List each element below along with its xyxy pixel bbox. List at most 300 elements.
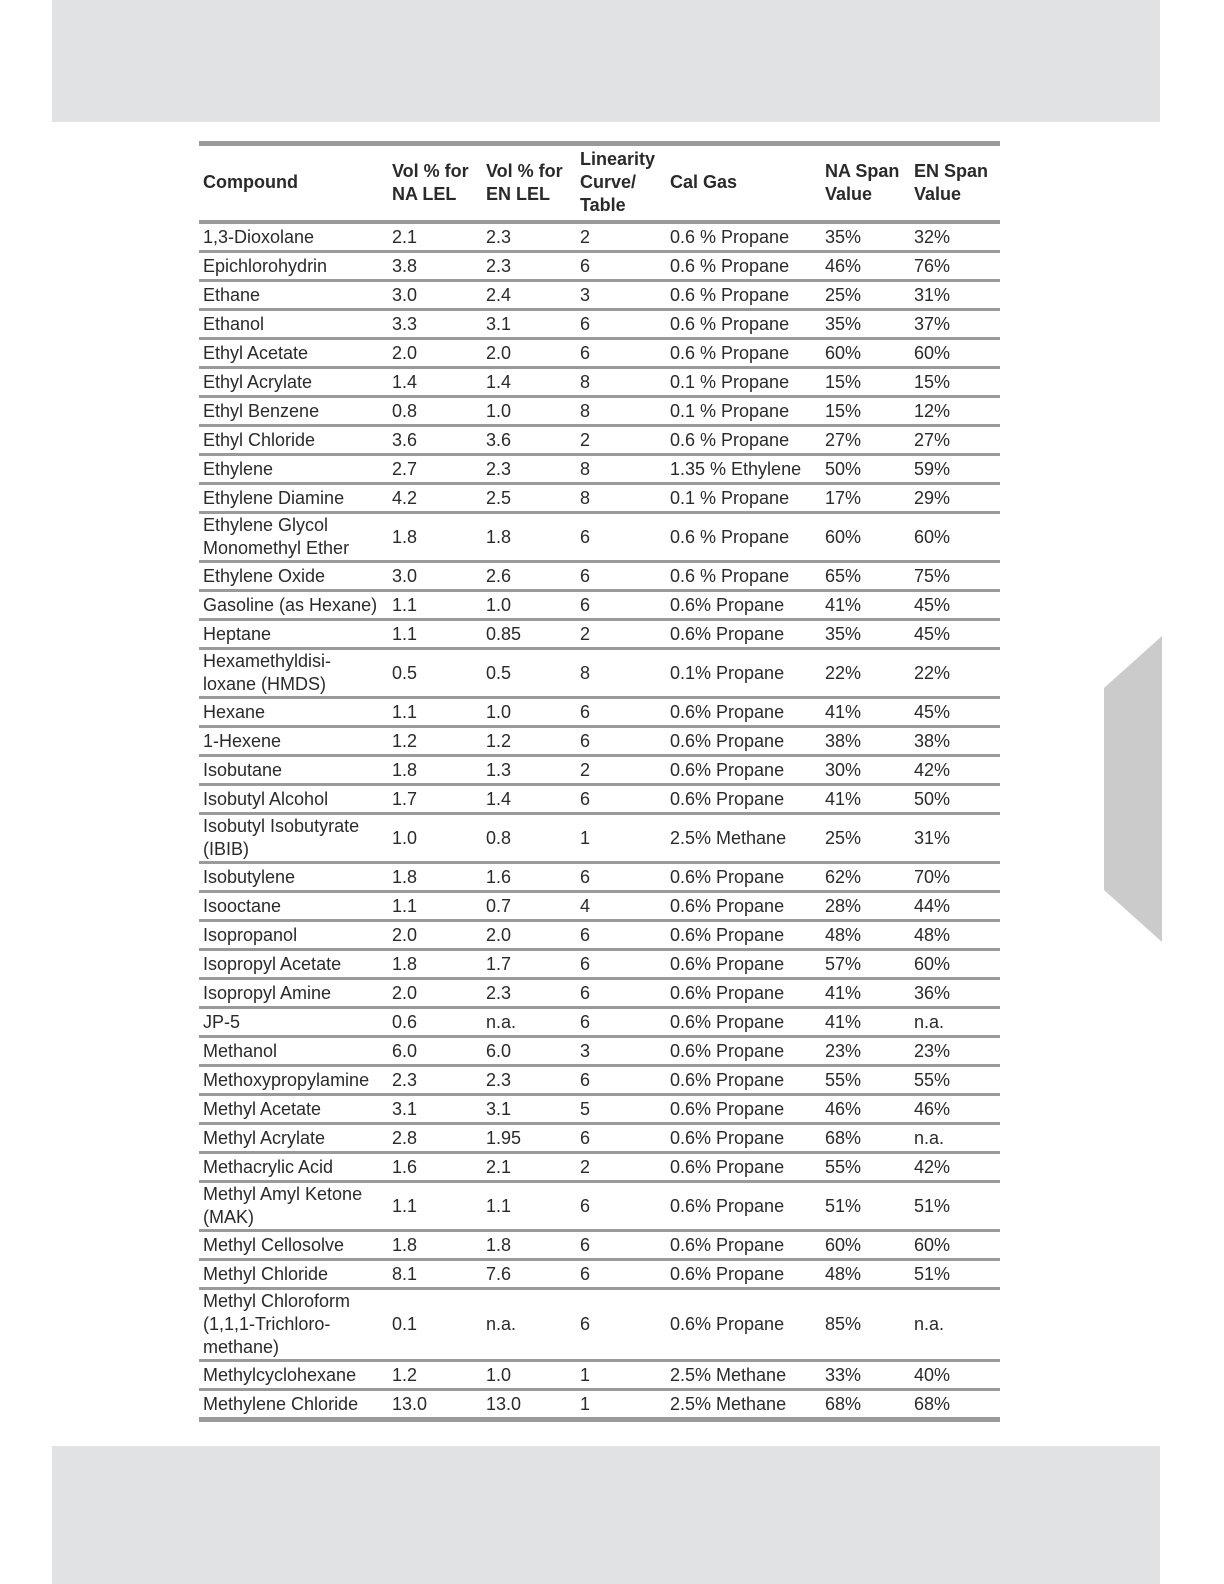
- cell-en-lel: 6.0: [482, 1037, 576, 1066]
- header-linearity: Linearity Curve/ Table: [576, 144, 666, 223]
- cell-cal-gas: 0.6% Propane: [666, 921, 821, 950]
- table-row: [199, 1289, 1000, 1361]
- cell-na-span: 35%: [821, 310, 910, 339]
- cell-na-span: 41%: [821, 785, 910, 814]
- cell-cal-gas: 0.1% Propane: [666, 649, 821, 698]
- table-row: [199, 591, 1000, 620]
- cell-en-span: n.a.: [910, 1008, 1000, 1037]
- cell-na-span: 41%: [821, 698, 910, 727]
- cell-compound: Methyl Acrylate: [199, 1124, 388, 1153]
- cell-na-span: 46%: [821, 252, 910, 281]
- table-row: [199, 814, 1000, 863]
- cell-cal-gas: 0.1 % Propane: [666, 397, 821, 426]
- cell-en-span: 60%: [910, 513, 1000, 562]
- cell-na-span: 57%: [821, 950, 910, 979]
- cell-en-span: 32%: [910, 222, 1000, 252]
- cell-na-lel: 1.8: [388, 950, 482, 979]
- table-row: [199, 1182, 1000, 1231]
- cell-en-lel: 2.1: [482, 1153, 576, 1182]
- cell-na-span: 41%: [821, 1008, 910, 1037]
- header-en-lel: Vol % for EN LEL: [482, 144, 576, 223]
- cell-en-span: 45%: [910, 620, 1000, 649]
- cell-compound: Isooctane: [199, 892, 388, 921]
- cell-cal-gas: 0.6% Propane: [666, 1095, 821, 1124]
- table-row: [199, 863, 1000, 892]
- cell-en-lel: n.a.: [482, 1008, 576, 1037]
- cell-en-span: 45%: [910, 698, 1000, 727]
- cell-na-span: 48%: [821, 921, 910, 950]
- cell-en-span: 60%: [910, 950, 1000, 979]
- cell-cal-gas: 0.1 % Propane: [666, 368, 821, 397]
- cell-na-span: 50%: [821, 455, 910, 484]
- cell-linearity: 4: [576, 892, 666, 921]
- table-header-row: [199, 144, 1000, 223]
- cell-cal-gas: 0.6% Propane: [666, 698, 821, 727]
- cell-na-lel: 1.2: [388, 1361, 482, 1390]
- cell-linearity: 8: [576, 649, 666, 698]
- cell-cal-gas: 0.6% Propane: [666, 1289, 821, 1361]
- cell-na-span: 62%: [821, 863, 910, 892]
- header-en-span: EN Span Value: [910, 144, 1000, 223]
- cell-na-span: 85%: [821, 1289, 910, 1361]
- cell-en-span: 60%: [910, 339, 1000, 368]
- cell-en-lel: 1.7: [482, 950, 576, 979]
- side-tab: [1104, 636, 1162, 942]
- cell-linearity: 6: [576, 1260, 666, 1289]
- cell-linearity: 2: [576, 426, 666, 455]
- cell-na-lel: 2.0: [388, 921, 482, 950]
- table-row: [199, 1260, 1000, 1289]
- cell-en-span: 51%: [910, 1260, 1000, 1289]
- cell-cal-gas: 0.6% Propane: [666, 950, 821, 979]
- cell-compound: Isobutylene: [199, 863, 388, 892]
- cell-na-span: 41%: [821, 979, 910, 1008]
- cell-linearity: 6: [576, 785, 666, 814]
- cell-compound: Methyl Chloroform (1,1,1-Trichloro-methane): [199, 1289, 388, 1361]
- cell-na-lel: 8.1: [388, 1260, 482, 1289]
- table-row: [199, 1390, 1000, 1420]
- cell-en-lel: 1.0: [482, 591, 576, 620]
- table-row: [199, 1066, 1000, 1095]
- cell-na-span: 68%: [821, 1124, 910, 1153]
- cell-en-lel: 3.1: [482, 310, 576, 339]
- table-row: [199, 484, 1000, 513]
- cell-na-span: 33%: [821, 1361, 910, 1390]
- cell-compound: Ethylene: [199, 455, 388, 484]
- cell-cal-gas: 0.6% Propane: [666, 1182, 821, 1231]
- cell-cal-gas: 0.6% Propane: [666, 1231, 821, 1260]
- cell-en-lel: 2.6: [482, 562, 576, 591]
- cell-cal-gas: 0.6% Propane: [666, 785, 821, 814]
- cell-linearity: 8: [576, 397, 666, 426]
- cell-na-lel: 2.0: [388, 339, 482, 368]
- cell-en-lel: 0.5: [482, 649, 576, 698]
- cell-cal-gas: 0.6% Propane: [666, 1037, 821, 1066]
- table-row: [199, 1153, 1000, 1182]
- cell-en-span: 29%: [910, 484, 1000, 513]
- cell-compound: Isopropanol: [199, 921, 388, 950]
- cell-en-span: 46%: [910, 1095, 1000, 1124]
- cell-en-lel: 7.6: [482, 1260, 576, 1289]
- cell-na-lel: 6.0: [388, 1037, 482, 1066]
- cell-linearity: 6: [576, 727, 666, 756]
- cell-en-lel: 0.85: [482, 620, 576, 649]
- table-row: [199, 698, 1000, 727]
- cell-en-lel: 2.3: [482, 252, 576, 281]
- cell-compound: Methyl Acetate: [199, 1095, 388, 1124]
- cell-compound: Methanol: [199, 1037, 388, 1066]
- cell-en-span: 44%: [910, 892, 1000, 921]
- cell-na-lel: 13.0: [388, 1390, 482, 1420]
- cell-linearity: 6: [576, 863, 666, 892]
- bottom-band: [52, 1446, 1160, 1584]
- cell-na-lel: 0.8: [388, 397, 482, 426]
- cell-na-lel: 2.0: [388, 979, 482, 1008]
- cell-compound: Isobutyl Isobutyrate (IBIB): [199, 814, 388, 863]
- cell-linearity: 1: [576, 1361, 666, 1390]
- cell-en-span: 36%: [910, 979, 1000, 1008]
- table-row: [199, 1095, 1000, 1124]
- cell-na-span: 68%: [821, 1390, 910, 1420]
- cell-na-span: 15%: [821, 368, 910, 397]
- header-na-lel: Vol % for NA LEL: [388, 144, 482, 223]
- cell-linearity: 2: [576, 756, 666, 785]
- cell-na-lel: 1.7: [388, 785, 482, 814]
- cell-en-span: 12%: [910, 397, 1000, 426]
- cell-linearity: 2: [576, 1153, 666, 1182]
- header-cal-gas: Cal Gas: [666, 144, 821, 223]
- cell-en-lel: 2.5: [482, 484, 576, 513]
- table-row: [199, 310, 1000, 339]
- table-row: [199, 1008, 1000, 1037]
- cell-en-lel: 1.0: [482, 1361, 576, 1390]
- cell-en-lel: 3.6: [482, 426, 576, 455]
- cell-linearity: 6: [576, 252, 666, 281]
- cell-en-span: 42%: [910, 1153, 1000, 1182]
- cell-na-span: 60%: [821, 1231, 910, 1260]
- cell-na-span: 28%: [821, 892, 910, 921]
- cell-linearity: 6: [576, 1182, 666, 1231]
- cell-en-lel: 2.3: [482, 455, 576, 484]
- cell-cal-gas: 0.6 % Propane: [666, 513, 821, 562]
- cell-na-span: 35%: [821, 222, 910, 252]
- header-na-span: NA Span Value: [821, 144, 910, 223]
- cell-linearity: 3: [576, 1037, 666, 1066]
- cell-na-span: 27%: [821, 426, 910, 455]
- cell-compound: Methyl Chloride: [199, 1260, 388, 1289]
- cell-compound: Ethyl Chloride: [199, 426, 388, 455]
- header-compound: Compound: [199, 144, 388, 223]
- cell-en-lel: 1.2: [482, 727, 576, 756]
- table-row: [199, 1231, 1000, 1260]
- cell-na-span: 35%: [821, 620, 910, 649]
- cell-compound: Heptane: [199, 620, 388, 649]
- cell-na-lel: 3.0: [388, 562, 482, 591]
- cell-en-span: 31%: [910, 814, 1000, 863]
- cell-compound: Ethane: [199, 281, 388, 310]
- cell-cal-gas: 0.6% Propane: [666, 727, 821, 756]
- table-row: [199, 979, 1000, 1008]
- cell-en-span: 70%: [910, 863, 1000, 892]
- cell-en-lel: 2.3: [482, 222, 576, 252]
- cell-compound: Methyl Amyl Ketone (MAK): [199, 1182, 388, 1231]
- cell-cal-gas: 2.5% Methane: [666, 814, 821, 863]
- cell-na-lel: 1.1: [388, 892, 482, 921]
- cell-en-lel: 13.0: [482, 1390, 576, 1420]
- cell-na-lel: 1.6: [388, 1153, 482, 1182]
- cell-en-span: 38%: [910, 727, 1000, 756]
- cell-na-span: 46%: [821, 1095, 910, 1124]
- cell-cal-gas: 0.6% Propane: [666, 756, 821, 785]
- cell-na-lel: 1.8: [388, 513, 482, 562]
- cell-cal-gas: 0.6% Propane: [666, 979, 821, 1008]
- cell-linearity: 6: [576, 339, 666, 368]
- cell-en-span: 40%: [910, 1361, 1000, 1390]
- cell-cal-gas: 0.6 % Propane: [666, 281, 821, 310]
- cell-na-lel: 1.0: [388, 814, 482, 863]
- cell-na-span: 25%: [821, 814, 910, 863]
- cell-na-span: 30%: [821, 756, 910, 785]
- table-row: [199, 368, 1000, 397]
- table-row: [199, 727, 1000, 756]
- cell-na-span: 17%: [821, 484, 910, 513]
- cell-na-span: 25%: [821, 281, 910, 310]
- cell-na-lel: 1.1: [388, 698, 482, 727]
- cell-en-span: 50%: [910, 785, 1000, 814]
- cell-en-lel: 1.3: [482, 756, 576, 785]
- cell-en-span: 59%: [910, 455, 1000, 484]
- cell-linearity: 3: [576, 281, 666, 310]
- cell-na-lel: 2.3: [388, 1066, 482, 1095]
- cell-en-span: 22%: [910, 649, 1000, 698]
- cell-na-lel: 1.8: [388, 863, 482, 892]
- cell-na-span: 60%: [821, 339, 910, 368]
- table-row: [199, 397, 1000, 426]
- cell-na-lel: 1.8: [388, 756, 482, 785]
- cell-en-span: 60%: [910, 1231, 1000, 1260]
- cell-compound: Ethyl Benzene: [199, 397, 388, 426]
- cell-en-span: 37%: [910, 310, 1000, 339]
- cell-cal-gas: 0.6% Propane: [666, 1124, 821, 1153]
- cell-linearity: 6: [576, 979, 666, 1008]
- table-row: [199, 756, 1000, 785]
- cell-linearity: 8: [576, 455, 666, 484]
- cell-na-span: 55%: [821, 1153, 910, 1182]
- cell-cal-gas: 0.6% Propane: [666, 620, 821, 649]
- table-row: [199, 785, 1000, 814]
- cell-cal-gas: 1.35 % Ethylene: [666, 455, 821, 484]
- cell-linearity: 6: [576, 1124, 666, 1153]
- cell-compound: Hexamethyldisi-loxane (HMDS): [199, 649, 388, 698]
- cell-compound: Ethylene Diamine: [199, 484, 388, 513]
- cell-na-lel: 1.2: [388, 727, 482, 756]
- cell-linearity: 2: [576, 620, 666, 649]
- cell-compound: Isopropyl Acetate: [199, 950, 388, 979]
- cell-en-lel: 1.95: [482, 1124, 576, 1153]
- cell-en-lel: 1.8: [482, 513, 576, 562]
- cell-na-lel: 2.1: [388, 222, 482, 252]
- cell-linearity: 6: [576, 698, 666, 727]
- cell-cal-gas: 0.6% Propane: [666, 892, 821, 921]
- cell-na-lel: 4.2: [388, 484, 482, 513]
- cell-cal-gas: 0.6% Propane: [666, 1260, 821, 1289]
- cell-compound: Ethyl Acrylate: [199, 368, 388, 397]
- cell-na-lel: 0.5: [388, 649, 482, 698]
- table-row: [199, 921, 1000, 950]
- cell-en-span: n.a.: [910, 1289, 1000, 1361]
- cell-compound: JP-5: [199, 1008, 388, 1037]
- cell-en-span: 51%: [910, 1182, 1000, 1231]
- cell-compound: Isobutyl Alcohol: [199, 785, 388, 814]
- cell-en-lel: 2.0: [482, 339, 576, 368]
- cell-compound: Isobutane: [199, 756, 388, 785]
- cell-compound: 1,3-Dioxolane: [199, 222, 388, 252]
- compound-table-container: [199, 141, 1000, 1422]
- cell-cal-gas: 0.6% Propane: [666, 863, 821, 892]
- cell-cal-gas: 0.6 % Propane: [666, 562, 821, 591]
- cell-en-lel: 0.7: [482, 892, 576, 921]
- table-row: [199, 513, 1000, 562]
- cell-en-lel: 0.8: [482, 814, 576, 863]
- cell-linearity: 6: [576, 950, 666, 979]
- table-row: [199, 426, 1000, 455]
- cell-compound: Hexane: [199, 698, 388, 727]
- cell-na-lel: 1.1: [388, 620, 482, 649]
- table-row: [199, 892, 1000, 921]
- cell-linearity: 6: [576, 1008, 666, 1037]
- table-row: [199, 950, 1000, 979]
- compound-table: [199, 141, 1000, 1422]
- cell-na-span: 15%: [821, 397, 910, 426]
- table-row: [199, 1361, 1000, 1390]
- cell-na-span: 65%: [821, 562, 910, 591]
- cell-cal-gas: 0.6 % Propane: [666, 222, 821, 252]
- cell-na-lel: 3.1: [388, 1095, 482, 1124]
- cell-na-lel: 1.4: [388, 368, 482, 397]
- cell-na-lel: 1.8: [388, 1231, 482, 1260]
- cell-na-span: 55%: [821, 1066, 910, 1095]
- cell-en-lel: 1.0: [482, 698, 576, 727]
- cell-na-span: 23%: [821, 1037, 910, 1066]
- table-row: [199, 281, 1000, 310]
- cell-en-lel: 1.4: [482, 785, 576, 814]
- cell-cal-gas: 0.6% Propane: [666, 1153, 821, 1182]
- table-row: [199, 620, 1000, 649]
- cell-en-span: 15%: [910, 368, 1000, 397]
- cell-en-span: n.a.: [910, 1124, 1000, 1153]
- cell-compound: Ethyl Acetate: [199, 339, 388, 368]
- cell-cal-gas: 0.6 % Propane: [666, 426, 821, 455]
- cell-na-lel: 3.6: [388, 426, 482, 455]
- cell-compound: Methoxypropylamine: [199, 1066, 388, 1095]
- cell-compound: 1-Hexene: [199, 727, 388, 756]
- cell-compound: Ethylene Oxide: [199, 562, 388, 591]
- cell-na-lel: 0.1: [388, 1289, 482, 1361]
- cell-na-lel: 3.0: [388, 281, 482, 310]
- table-row: [199, 252, 1000, 281]
- top-band: [52, 0, 1160, 122]
- table-row: [199, 1037, 1000, 1066]
- cell-compound: Ethanol: [199, 310, 388, 339]
- cell-linearity: 6: [576, 591, 666, 620]
- cell-na-lel: 3.8: [388, 252, 482, 281]
- cell-linearity: 1: [576, 814, 666, 863]
- cell-na-lel: 1.1: [388, 591, 482, 620]
- table-row: [199, 649, 1000, 698]
- cell-compound: Epichlorohydrin: [199, 252, 388, 281]
- cell-en-lel: 1.4: [482, 368, 576, 397]
- cell-na-lel: 0.6: [388, 1008, 482, 1037]
- cell-na-span: 48%: [821, 1260, 910, 1289]
- cell-en-span: 55%: [910, 1066, 1000, 1095]
- cell-en-span: 42%: [910, 756, 1000, 785]
- cell-linearity: 2: [576, 222, 666, 252]
- cell-cal-gas: 0.1 % Propane: [666, 484, 821, 513]
- cell-en-lel: 3.1: [482, 1095, 576, 1124]
- cell-en-lel: n.a.: [482, 1289, 576, 1361]
- table-body: [199, 222, 1000, 1420]
- cell-na-span: 22%: [821, 649, 910, 698]
- cell-cal-gas: 0.6% Propane: [666, 591, 821, 620]
- cell-compound: Methyl Cellosolve: [199, 1231, 388, 1260]
- cell-na-span: 38%: [821, 727, 910, 756]
- cell-en-span: 27%: [910, 426, 1000, 455]
- cell-linearity: 6: [576, 1066, 666, 1095]
- cell-linearity: 6: [576, 562, 666, 591]
- cell-en-lel: 1.0: [482, 397, 576, 426]
- cell-cal-gas: 0.6 % Propane: [666, 252, 821, 281]
- cell-cal-gas: 0.6% Propane: [666, 1008, 821, 1037]
- cell-compound: Gasoline (as Hexane): [199, 591, 388, 620]
- cell-en-span: 31%: [910, 281, 1000, 310]
- cell-linearity: 6: [576, 921, 666, 950]
- cell-compound: Isopropyl Amine: [199, 979, 388, 1008]
- table-row: [199, 222, 1000, 252]
- cell-en-lel: 2.0: [482, 921, 576, 950]
- cell-linearity: 8: [576, 484, 666, 513]
- table-row: [199, 562, 1000, 591]
- cell-na-lel: 2.8: [388, 1124, 482, 1153]
- cell-na-lel: 1.1: [388, 1182, 482, 1231]
- cell-cal-gas: 2.5% Methane: [666, 1390, 821, 1420]
- cell-cal-gas: 2.5% Methane: [666, 1361, 821, 1390]
- cell-en-span: 23%: [910, 1037, 1000, 1066]
- cell-en-lel: 1.8: [482, 1231, 576, 1260]
- cell-cal-gas: 0.6% Propane: [666, 1066, 821, 1095]
- cell-compound: Methylcyclohexane: [199, 1361, 388, 1390]
- cell-na-span: 51%: [821, 1182, 910, 1231]
- cell-na-span: 60%: [821, 513, 910, 562]
- cell-en-lel: 1.1: [482, 1182, 576, 1231]
- table-row: [199, 339, 1000, 368]
- cell-na-lel: 2.7: [388, 455, 482, 484]
- cell-linearity: 6: [576, 310, 666, 339]
- cell-en-lel: 2.4: [482, 281, 576, 310]
- table-row: [199, 1124, 1000, 1153]
- cell-en-span: 48%: [910, 921, 1000, 950]
- cell-en-span: 68%: [910, 1390, 1000, 1420]
- cell-en-lel: 2.3: [482, 979, 576, 1008]
- cell-compound: Methacrylic Acid: [199, 1153, 388, 1182]
- cell-linearity: 5: [576, 1095, 666, 1124]
- cell-linearity: 6: [576, 1231, 666, 1260]
- cell-en-span: 75%: [910, 562, 1000, 591]
- cell-en-span: 45%: [910, 591, 1000, 620]
- cell-linearity: 6: [576, 513, 666, 562]
- cell-en-lel: 2.3: [482, 1066, 576, 1095]
- cell-compound: Ethylene Glycol Monomethyl Ether: [199, 513, 388, 562]
- cell-linearity: 1: [576, 1390, 666, 1420]
